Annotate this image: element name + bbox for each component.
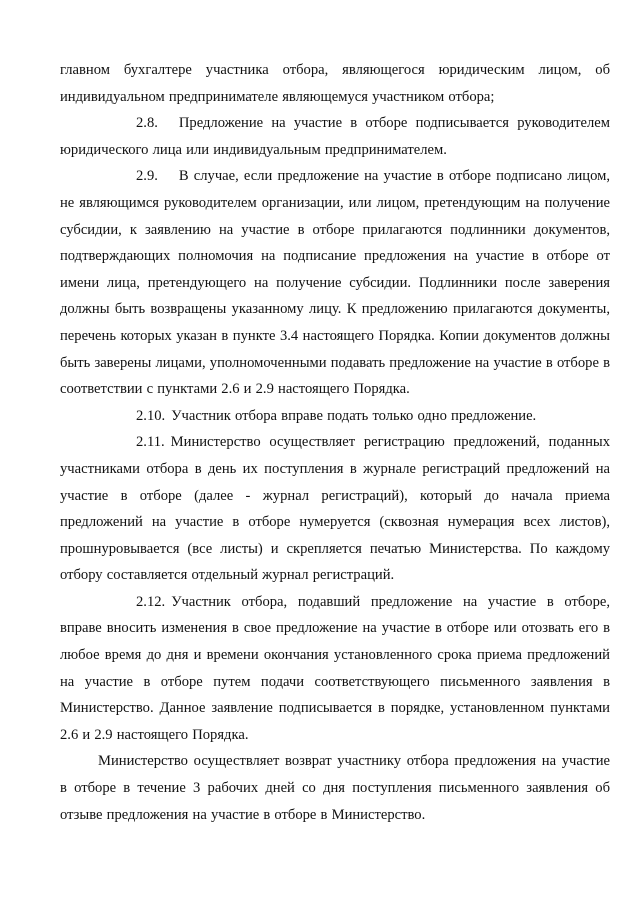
- paragraph-2-12: [60, 589, 610, 749]
- paragraph-2-9: [60, 163, 610, 402]
- paragraph-number: 2.12.: [136, 593, 166, 610]
- paragraph-continuation: [60, 57, 610, 110]
- paragraph-2-10: [60, 403, 610, 430]
- paragraph-number: 2.11.: [136, 434, 165, 451]
- paragraph-text: Участник отбора, подавший предложение на участие в отборе, вправе вносить изменения в свое предложение на участие в отборе или отозвать его в любое время до дня и времени окончания установленного срока приема предложений на участие в отборе путем подачи соответствующего письменного заявления в Министерство. Данное заявление подписывается в порядке, установленном пунктами 2.6 и 2.9 настоящего Порядка.: [60, 593, 610, 743]
- paragraph-number: 2.8.: [136, 115, 158, 132]
- paragraph-2-11: [60, 429, 610, 589]
- paragraph-text: Министерство осуществляет возврат участнику отбора предложения на участие в отборе в течение 3 рабочих дней со дня поступления письменного заявления об отзыве предложения на участие в отборе в Министерство.: [60, 753, 610, 823]
- paragraph-return: [60, 748, 610, 828]
- paragraph-number: 2.9.: [136, 168, 158, 185]
- paragraph-text: Участник отбора вправе подать только одно предложение.: [171, 407, 537, 424]
- paragraph-text: В случае, если предложение на участие в отборе подписано лицом, не являющимся руководителем организации, или лицом, претендующим на получение субсидии, к заявлению на участие в отборе прилагаются подлинники документов, подтверждающих полномочия на подписание предложения на участие в отборе от имени лица, претендующего на получение субсидии. Подлинники после заверения должны быть возвращены указанному лицу. К предложению прилагаются документы, перечень которых указан в пункте 3.4 настоящего Порядка. Копии документов должны быть заверены лицами, уполномоченными подавать предложение на участие в отборе в соответствии с пунктами 2.6 и 2.9 настоящего Порядка.: [60, 168, 610, 398]
- paragraph-text: Предложение на участие в отборе подписывается руководителем юридического лица или индивидуальным предпринимателем.: [60, 115, 610, 158]
- paragraph-text: Министерство осуществляет регистрацию предложений, поданных участниками отбора в день их поступления в журнале регистраций предложений на участие в отборе (далее - журнал регистраций), который до начала приема предложений на участие в отборе нумеруется (сквозная нумерация всех листов), прошнуровывается (все листы) и скрепляется печатью Министерства. По каждому отбору составляется отдельный журнал регистраций.: [60, 434, 610, 584]
- paragraph-number: 2.10.: [136, 407, 166, 424]
- paragraph-text: главном бухгалтере участника отбора, являющегося юридическим лицом, об индивидуальном предпринимателе являющемуся участником отбора;: [60, 62, 610, 105]
- paragraph-2-8: [60, 110, 610, 163]
